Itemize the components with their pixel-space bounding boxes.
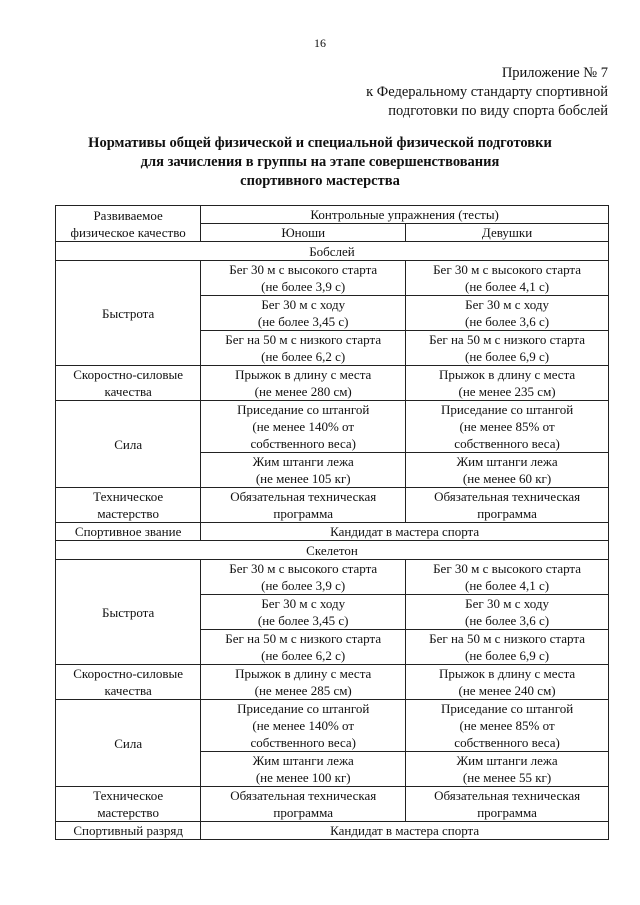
- table-row: [56, 401, 609, 453]
- girls-norm: Бег 30 м с ходу (не более 3,6 с): [406, 296, 609, 331]
- section-row-bobsleigh: [56, 242, 609, 261]
- boys-norm: Бег на 50 м с низкого старта (не более 6,2 с): [201, 630, 406, 665]
- girls-norm: Приседание со штангой (не менее 85% от собственного веса): [406, 700, 609, 752]
- quality-label: Скоростно-силовые качества: [56, 665, 201, 700]
- title-line: спортивного мастерства: [240, 173, 400, 189]
- section-title: Скелетон: [56, 541, 609, 560]
- girls-norm: Бег 30 м с ходу (не более 3,6 с): [406, 595, 609, 630]
- table-row: [56, 822, 609, 840]
- girls-norm: Приседание со штангой (не менее 85% от собственного веса): [406, 401, 609, 453]
- girls-norm: Бег на 50 м с низкого старта (не более 6,9 с): [406, 630, 609, 665]
- boys-norm: Прыжок в длину с места (не менее 285 см): [201, 665, 406, 700]
- quality-label: Быстрота: [56, 261, 201, 366]
- boys-norm: Бег 30 м с ходу (не более 3,45 с): [201, 296, 406, 331]
- quality-label: Сила: [56, 401, 201, 488]
- boys-norm: Приседание со штангой (не менее 140% от собственного веса): [201, 401, 406, 453]
- quality-label: Техническое мастерство: [56, 488, 201, 523]
- boys-norm: Приседание со штангой (не менее 140% от собственного веса): [201, 700, 406, 752]
- boys-norm: Бег на 50 м с низкого старта (не более 6,2 с): [201, 331, 406, 366]
- boys-norm: Бег 30 м с ходу (не более 3,45 с): [201, 595, 406, 630]
- boys-norm: Бег 30 м с высокого старта (не более 3,9 с): [201, 261, 406, 296]
- quality-label: Сила: [56, 700, 201, 787]
- header-tests: Контрольные упражнения (тесты): [201, 206, 609, 224]
- document-title: [60, 134, 580, 191]
- boys-norm: Обязательная техническая программа: [201, 787, 406, 822]
- header-girls: Девушки: [406, 224, 609, 242]
- header-boys: Юноши: [201, 224, 406, 242]
- boys-norm: Бег 30 м с высокого старта (не более 3,9 с): [201, 560, 406, 595]
- title-line: Нормативы общей физической и специальной физической подготовки: [88, 135, 552, 151]
- table-row: [56, 261, 609, 296]
- appendix-line: подготовки по виду спорта бобслей: [388, 103, 608, 119]
- girls-norm: Прыжок в длину с места (не менее 235 см): [406, 366, 609, 401]
- appendix-line: к Федеральному стандарту спортивной: [366, 84, 608, 100]
- girls-norm: Прыжок в длину с места (не менее 240 см): [406, 665, 609, 700]
- rank-value: Кандидат в мастера спорта: [201, 822, 609, 840]
- girls-norm: Жим штанги лежа (не менее 60 кг): [406, 453, 609, 488]
- boys-norm: Жим штанги лежа (не менее 100 кг): [201, 752, 406, 787]
- girls-norm: Бег на 50 м с низкого старта (не более 6,9 с): [406, 331, 609, 366]
- boys-norm: Прыжок в длину с места (не менее 280 см): [201, 366, 406, 401]
- section-row-skeleton: [56, 541, 609, 560]
- quality-label: Спортивное звание: [56, 523, 201, 541]
- header-quality: Развиваемое физическое качество: [56, 206, 201, 242]
- title-line: для зачисления в группы на этапе совершенствования: [140, 154, 500, 170]
- section-title: Бобслей: [56, 242, 609, 261]
- quality-label: Спортивный разряд: [56, 822, 201, 840]
- table-row: [56, 488, 609, 523]
- norms-table: [55, 205, 609, 840]
- table-row: [56, 700, 609, 752]
- boys-norm: Жим штанги лежа (не менее 105 кг): [201, 453, 406, 488]
- appendix-line: Приложение № 7: [501, 65, 608, 81]
- girls-norm: Обязательная техническая программа: [406, 488, 609, 523]
- table-header-row: [56, 206, 609, 224]
- table-row: [56, 787, 609, 822]
- girls-norm: Бег 30 м с высокого старта (не более 4,1 с): [406, 261, 609, 296]
- quality-label: Техническое мастерство: [56, 787, 201, 822]
- quality-label: Быстрота: [56, 560, 201, 665]
- rank-value: Кандидат в мастера спорта: [201, 523, 609, 541]
- appendix-header: [308, 64, 608, 121]
- boys-norm: Обязательная техническая программа: [201, 488, 406, 523]
- page-number: 16: [314, 36, 326, 50]
- quality-label: Скоростно-силовые качества: [56, 366, 201, 401]
- girls-norm: Обязательная техническая программа: [406, 787, 609, 822]
- table-row: [56, 665, 609, 700]
- table-row: [56, 560, 609, 595]
- girls-norm: Жим штанги лежа (не менее 55 кг): [406, 752, 609, 787]
- table-row: [56, 366, 609, 401]
- girls-norm: Бег 30 м с высокого старта (не более 4,1 с): [406, 560, 609, 595]
- table-row: [56, 523, 609, 541]
